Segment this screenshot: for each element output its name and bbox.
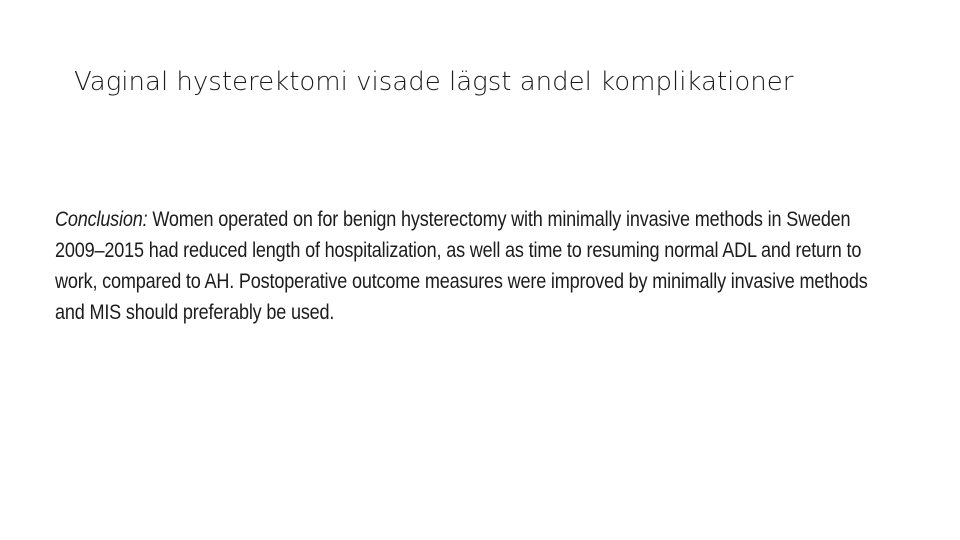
excerpt-line-1-text: Women operated on for benign hysterectomy with minimally invasive methods in Sweden	[147, 208, 851, 231]
slide-title: Vaginal hysterektomi visade lägst andel komplikationer	[74, 67, 794, 97]
excerpt-line-3: work, compared to AH. Postoperative outcome measures were improved by minimally invasive methods	[55, 270, 868, 293]
excerpt-line-4: and MIS should preferably be used.	[55, 301, 335, 324]
conclusion-excerpt	[55, 204, 917, 328]
excerpt-line-1	[55, 204, 917, 235]
conclusion-label: Conclusion:	[55, 208, 148, 231]
excerpt-line-2: 2009–2015 had reduced length of hospitalization, as well as time to resuming normal ADL and return to	[55, 239, 862, 262]
